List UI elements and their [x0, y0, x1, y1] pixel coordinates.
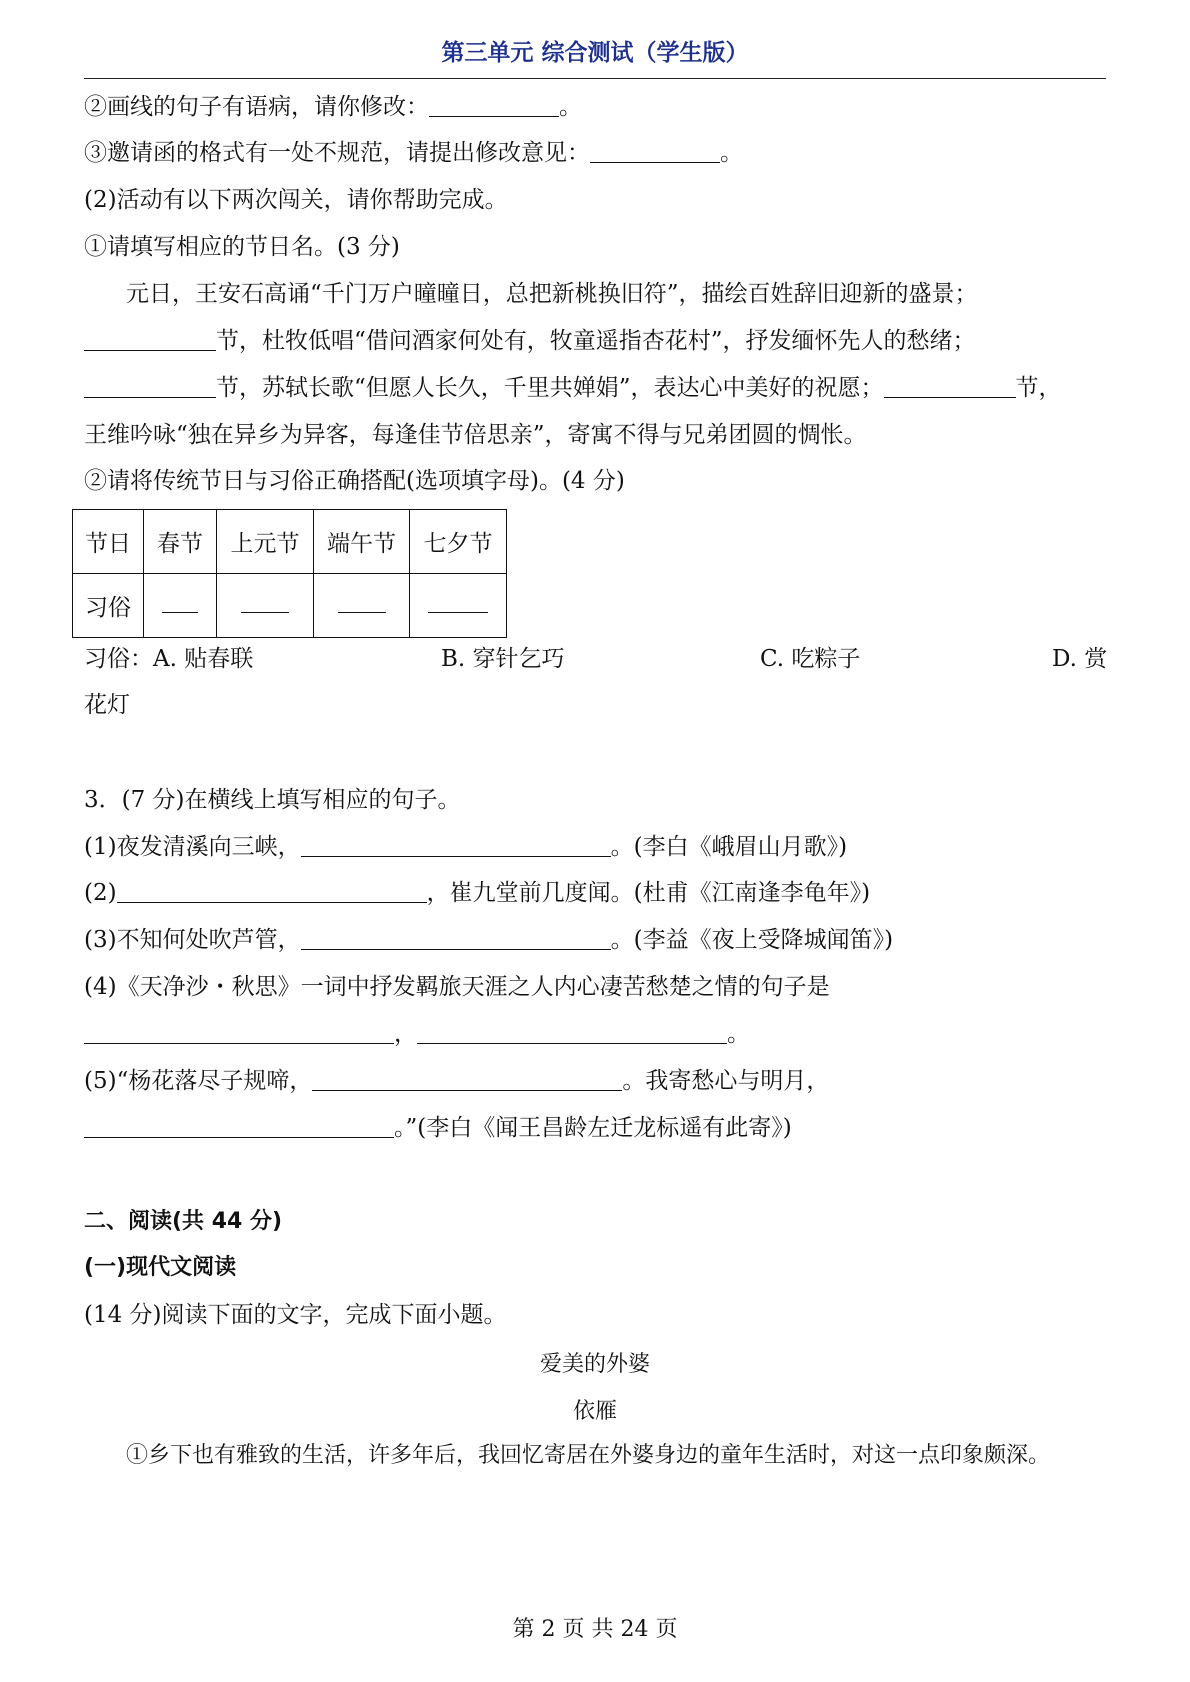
table-header-cell: 上元节: [217, 510, 314, 574]
answer-blank[interactable]: [590, 140, 720, 163]
option-b: B. 穿针乞巧: [441, 646, 565, 672]
table-header-cell: 节日: [73, 510, 144, 574]
q3-line-3: (3)不知何处吹芦管， 。(李益《夜上受降城闻笛》): [84, 927, 894, 953]
q2-part2-intro: (2)活动有以下两次闯关，请你帮助完成。: [84, 187, 508, 213]
reading-intro: (14 分)阅读下面的文字，完成下面小题。: [84, 1302, 507, 1328]
essay-author: 依雁: [572, 1399, 617, 1424]
q2-match-title: ②请将传统节日与习俗正确搭配(选项填字母)。(4 分): [84, 468, 625, 494]
table-answer-cell[interactable]: [314, 574, 410, 638]
table-header-cell: 七夕节: [410, 510, 507, 574]
q2-para-1: 元日，王安石高诵“千门万户曈曈日，总把新桃换旧符”，描绘百姓辞旧迎新的盛景；: [126, 281, 978, 307]
table-answer-cell[interactable]: [217, 574, 314, 638]
q2-fill-title: ①请填写相应的节日名。(3 分): [84, 234, 400, 260]
q3-line-4-blanks: ， 。: [84, 1019, 750, 1049]
q2-item-2-text: ②画线的句子有语病，请你修改：: [84, 94, 429, 120]
festival-custom-table: [72, 509, 507, 638]
answer-blank[interactable]: [417, 1021, 727, 1044]
page-header-title: 第三单元 综合测试（学生版）: [441, 40, 749, 66]
answer-blank[interactable]: [429, 94, 559, 117]
table-answer-cell[interactable]: [144, 574, 217, 638]
section-heading: 二、阅读(共 44 分): [84, 1209, 283, 1234]
answer-blank[interactable]: [117, 880, 427, 903]
q3-line-4: (4)《天净沙・秋思》一词中抒发羁旅天涯之人内心凄苦愁楚之情的句子是: [84, 974, 830, 1000]
essay-title: 爱美的外婆: [539, 1352, 650, 1377]
q3-line-6: 。”(李白《闻王昌龄左迁龙标遥有此寄》): [84, 1113, 792, 1143]
essay-paragraph-1: ①乡下也有雅致的生活，许多年后，我回忆寄居在外婆身边的童年生活时，对这一点印象颇深。: [126, 1443, 1051, 1468]
table-row-label: 习俗: [73, 574, 144, 638]
answer-blank[interactable]: [84, 1021, 394, 1044]
q3-title: 3．(7 分)在横线上填写相应的句子。: [84, 787, 461, 813]
q2-para-3: 节，苏轼长歌“但愿人长久，千里共婵娟”，表达心中美好的祝愿； 节，: [84, 373, 1062, 403]
table-answer-cell[interactable]: [410, 574, 507, 638]
answer-blank[interactable]: [884, 375, 1016, 398]
q2-item-2: ②画线的句子有语病，请你修改： 。: [84, 94, 582, 120]
answer-blank[interactable]: [84, 375, 216, 398]
answer-blank[interactable]: [84, 328, 216, 351]
answer-blank[interactable]: [301, 834, 611, 857]
section-subheading: (一)现代文阅读: [84, 1255, 237, 1280]
page-footer: 第 2 页 共 24 页: [512, 1617, 678, 1642]
table-header-cell: 春节: [144, 510, 217, 574]
answer-blank[interactable]: [312, 1068, 622, 1091]
table-header-cell: 端午节: [314, 510, 410, 574]
q2-para-4: 王维吟咏“独在异乡为异客，每逢佳节倍思亲”，寄寓不得与兄弟团圆的惆怅。: [84, 422, 867, 448]
option-d: D. 赏: [1052, 646, 1108, 672]
q2-item-3: ③邀请函的格式有一处不规范，请提出修改意见： 。: [84, 140, 743, 166]
q2-para-2: 节，杜牧低唱“借问酒家何处有，牧童遥指杏花村”，抒发缅怀先人的愁绪；: [84, 326, 976, 356]
answer-blank[interactable]: [84, 1115, 394, 1138]
q3-line-1: (1)夜发清溪向三峡， 。(李白《峨眉山月歌》): [84, 834, 848, 860]
option-c: C. 吃粽子: [760, 646, 861, 672]
answer-blank[interactable]: [301, 927, 611, 950]
header-divider: [84, 78, 1106, 79]
option-d-continued: 花灯: [84, 692, 130, 718]
option-a: 习俗：A. 贴春联: [84, 646, 254, 672]
q3-line-5: (5)“杨花落尽子规啼， 。我寄愁心与明月，: [84, 1068, 830, 1094]
q3-line-2: (2) ，崔九堂前几度闻。(杜甫《江南逢李龟年》): [84, 880, 871, 906]
q2-item-3-text: ③邀请函的格式有一处不规范，请提出修改意见：: [84, 140, 590, 166]
